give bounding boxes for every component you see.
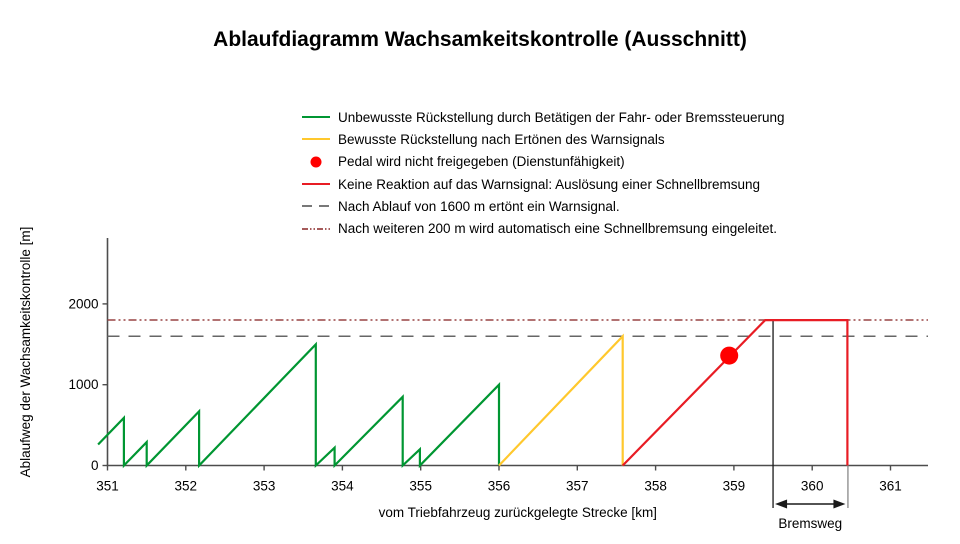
series-green [98,344,499,465]
x-axis-title: vom Triebfahrzeug zurückgelegte Strecke [km] [378,505,657,520]
legend-label: Keine Reaktion auf das Warnsignal: Auslösung einer Schnellbremsung [338,176,761,192]
x-tick-label: 357 [566,478,589,494]
x-tick-label: 351 [96,478,119,494]
chart-title: Ablaufdiagramm Wachsamkeitskontrolle (Ausschnitt) [213,28,747,51]
x-tick-label: 352 [174,478,198,494]
bremsweg-label: Bremsweg [778,516,843,531]
x-tick-label: 361 [879,478,902,494]
x-tick-label: 355 [409,478,432,494]
legend-label: Pedal wird nicht freigegeben (Dienstunfähigkeit) [338,154,625,170]
bremsweg-arrowhead-left [775,500,787,509]
y-tick-label: 1000 [68,377,99,393]
incapacity-dot [720,347,738,365]
y-tick-label: 2000 [68,296,99,312]
x-tick-label: 360 [800,478,824,494]
x-tick-label: 358 [644,478,667,494]
y-axis-title: Ablaufweg der Wachsamkeitskontrolle [m] [18,226,33,478]
series-yellow [499,336,623,465]
x-tick-label: 353 [252,478,276,494]
x-tick-label: 359 [722,478,746,494]
legend-label: Bewusste Rückstellung nach Ertönen des Warnsignals [338,131,665,147]
x-tick-label: 354 [331,478,354,494]
y-tick-label: 0 [90,458,99,473]
legend-label: Nach weiteren 200 m wird automatisch eine Schnellbremsung eingeleitet. [338,221,777,237]
bremsweg-arrowhead-right [833,500,845,509]
legend-label: Unbewusste Rückstellung durch Betätigen der Fahr- oder Bremssteuerung [338,109,785,125]
legend-label: Nach Ablauf von 1600 m ertönt ein Warnsignal. [338,198,620,214]
x-tick-label: 356 [487,478,511,494]
series-red [623,320,848,465]
